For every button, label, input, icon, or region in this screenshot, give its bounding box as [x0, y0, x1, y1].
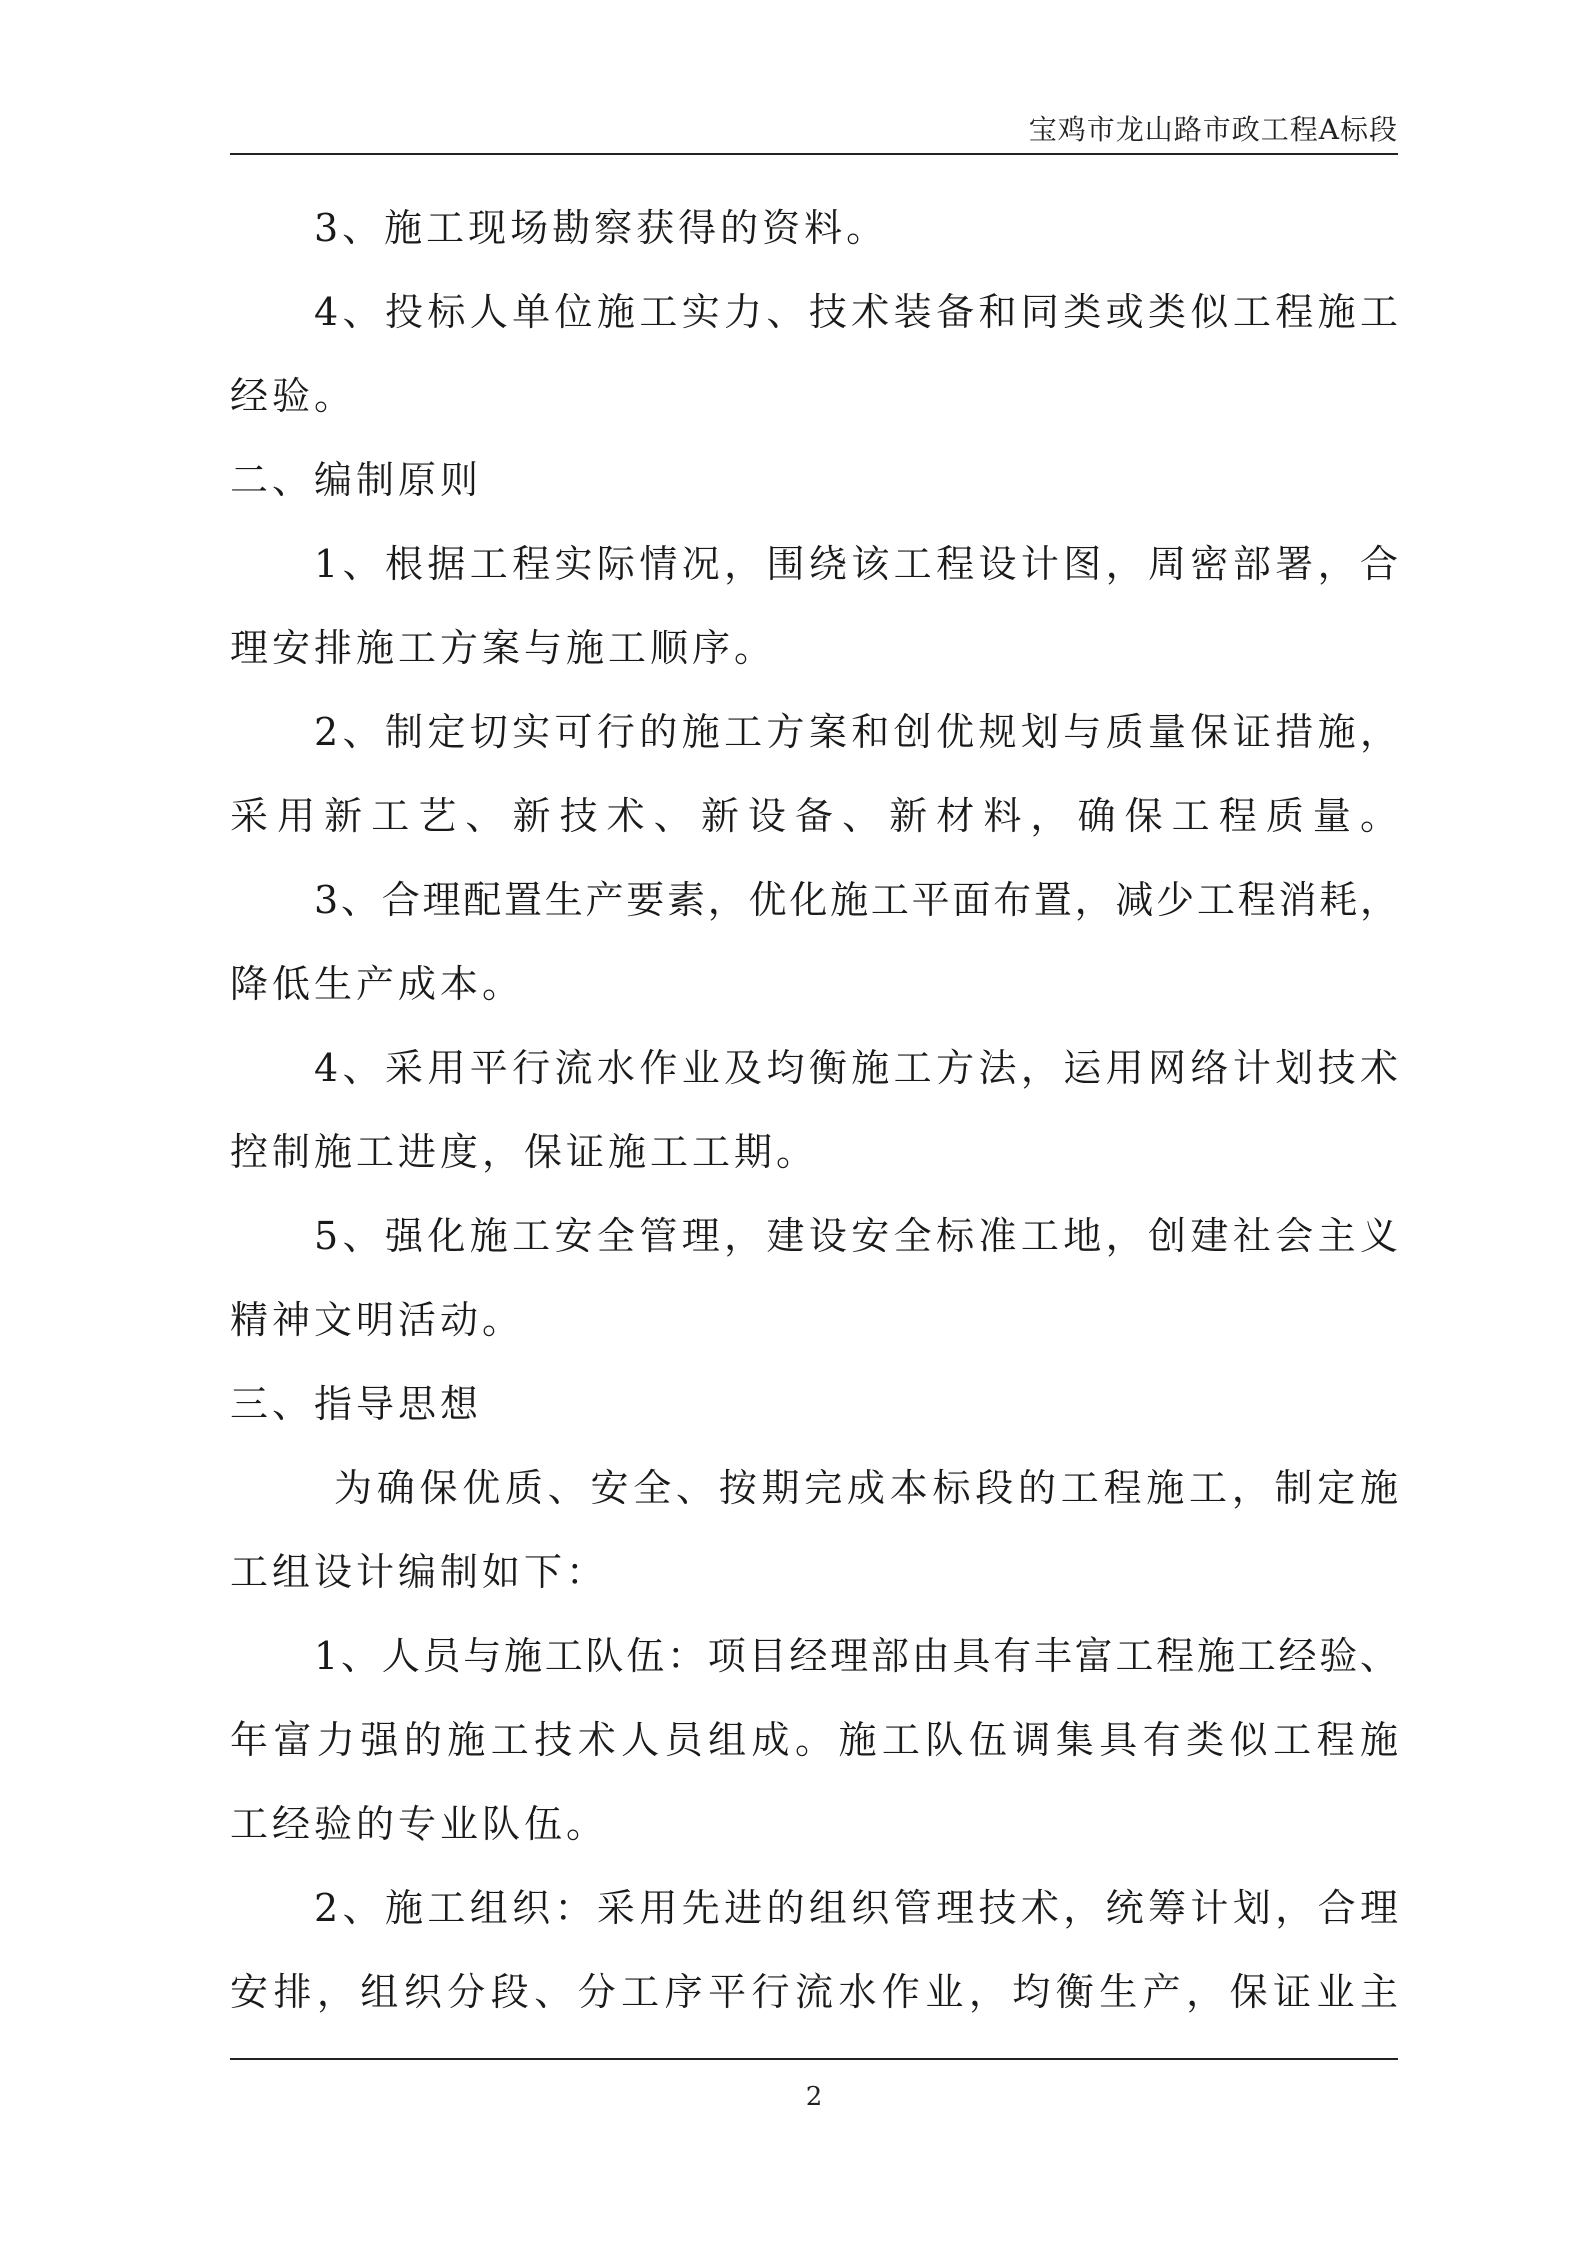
paragraph-line: 3、合理配置生产要素，优化施工平面布置，减少工程消耗， [314, 878, 1398, 922]
paragraph-line: 工组设计编制如下： [230, 1550, 609, 1594]
section-heading: 三、指导思想 [230, 1382, 483, 1426]
paragraph-line: 年富力强的施工技术人员组成。施工队伍调集具有类似工程施 [230, 1718, 1398, 1762]
paragraph-line: 2、施工组织：采用先进的组织管理技术，统筹计划，合理 [314, 1886, 1398, 1930]
paragraph-line: 精神文明活动。 [230, 1298, 525, 1342]
paragraph-line: 为确保优质、安全、按期完成本标段的工程施工，制定施 [334, 1466, 1398, 1510]
paragraph-line: 1、根据工程实际情况，围绕该工程设计图，周密部署，合 [314, 542, 1398, 586]
paragraph-line: 采用新工艺、新技术、新设备、新材料，确保工程质量。 [230, 794, 1398, 838]
paragraph-line: 4、投标人单位施工实力、技术装备和同类或类似工程施工 [314, 290, 1398, 334]
paragraph-line: 工经验的专业队伍。 [230, 1802, 609, 1846]
paragraph-line: 1、人员与施工队伍：项目经理部由具有丰富工程施工经验、 [314, 1634, 1398, 1678]
paragraph-line: 理安排施工方案与施工顺序。 [230, 626, 777, 670]
paragraph-line: 2、制定切实可行的施工方案和创优规划与质量保证措施， [314, 710, 1398, 754]
footer-divider [230, 2058, 1398, 2060]
page-number: 2 [805, 2082, 823, 2112]
paragraph-line: 降低生产成本。 [230, 962, 525, 1006]
document-body [230, 186, 1398, 2034]
paragraph-line: 经验。 [230, 374, 357, 418]
paragraph-line: 4、采用平行流水作业及均衡施工方法，运用网络计划技术 [314, 1046, 1398, 1090]
page-header-title: 宝鸡市龙山路市政工程A标段 [1028, 113, 1398, 146]
header-divider [230, 153, 1398, 155]
paragraph-line: 安排，组织分段、分工序平行流水作业，均衡生产，保证业主 [230, 1970, 1398, 2014]
paragraph-line: 3、施工现场勘察获得的资料。 [314, 206, 889, 250]
paragraph-line: 5、强化施工安全管理，建设安全标准工地，创建社会主义 [314, 1214, 1398, 1258]
section-heading: 二、编制原则 [230, 458, 483, 502]
paragraph-line: 控制施工进度，保证施工工期。 [230, 1130, 819, 1174]
